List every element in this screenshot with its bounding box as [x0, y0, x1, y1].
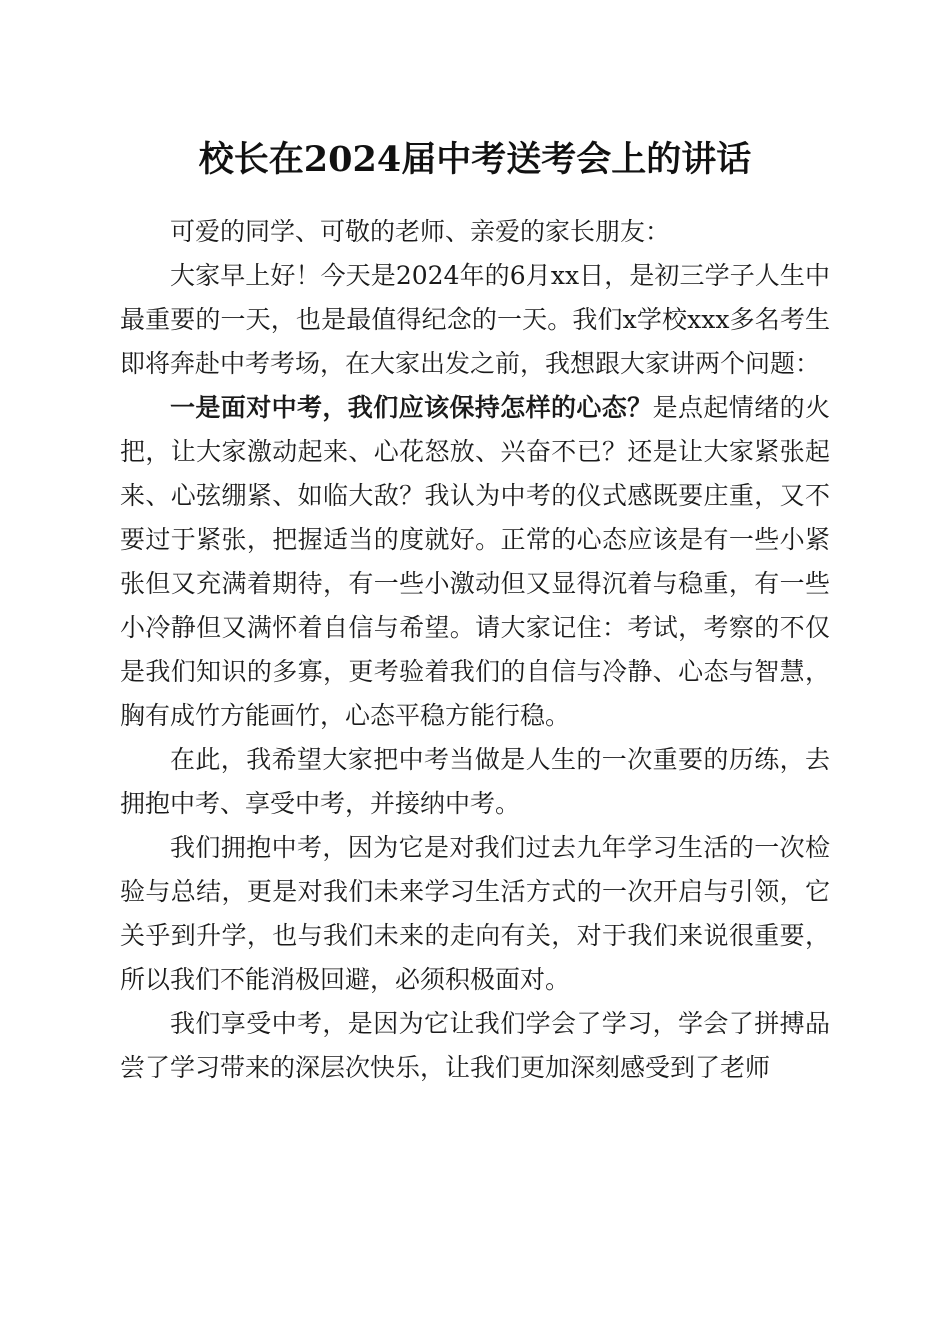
paragraph-2-text: 是点起情绪的火把，让大家激动起来、心花怒放、兴奋不已？还是让大家紧张起来、心弦绷紧、如临大敌？我认为中考的仪式感既要庄重，又不要过于紧张，把握适当的度就好。正常的心态应该是有一些小紧张但又充满着期待，有一些小激动但又显得沉着与稳重，有一些小冷静但又满怀着自信与希望。请大家记住：考试，考察的不仅是我们知识的多寡，更考验着我们的自信与冷静、心态与智慧，胸有成竹方能画竹，心态平稳方能行稳。 [120, 393, 830, 730]
paragraph-4 [120, 826, 830, 1002]
paragraph-2 [120, 386, 830, 738]
paragraph-5 [120, 1002, 830, 1090]
paragraph-1-text: 大家早上好！今天是2024年的6月xx日，是初三学子人生中最重要的一天，也是最值得纪念的一天。我们x学校xxx多名考生即将奔赴中考考场，在大家出发之前，我想跟大家讲两个问题： [120, 261, 830, 378]
paragraph-1 [120, 254, 830, 386]
paragraph-5-text: 我们享受中考，是因为它让我们学会了学习，学会了拼搏品尝了学习带来的深层次快乐，让我们更加深刻感受到了老师 [120, 1009, 830, 1082]
document-title: 校长在2024届中考送考会上的讲话 [198, 139, 752, 180]
paragraph-3 [120, 738, 830, 826]
paragraph-3-text: 在此，我希望大家把中考当做是人生的一次重要的历练，去拥抱中考、享受中考，并接纳中考。 [120, 745, 830, 818]
paragraph-4-text: 我们拥抱中考，因为它是对我们过去九年学习生活的一次检验与总结，更是对我们未来学习生活方式的一次开启与引领，它关乎到升学，也与我们未来的走向有关，对于我们来说很重要，所以我们不能消极回避，必须积极面对。 [120, 833, 830, 994]
paragraph-2-lead: 一是面对中考，我们应该保持怎样的心态？ [170, 393, 653, 422]
salutation: 可爱的同学、可敬的老师、亲爱的家长朋友： [170, 217, 671, 246]
document-body [120, 210, 830, 1090]
